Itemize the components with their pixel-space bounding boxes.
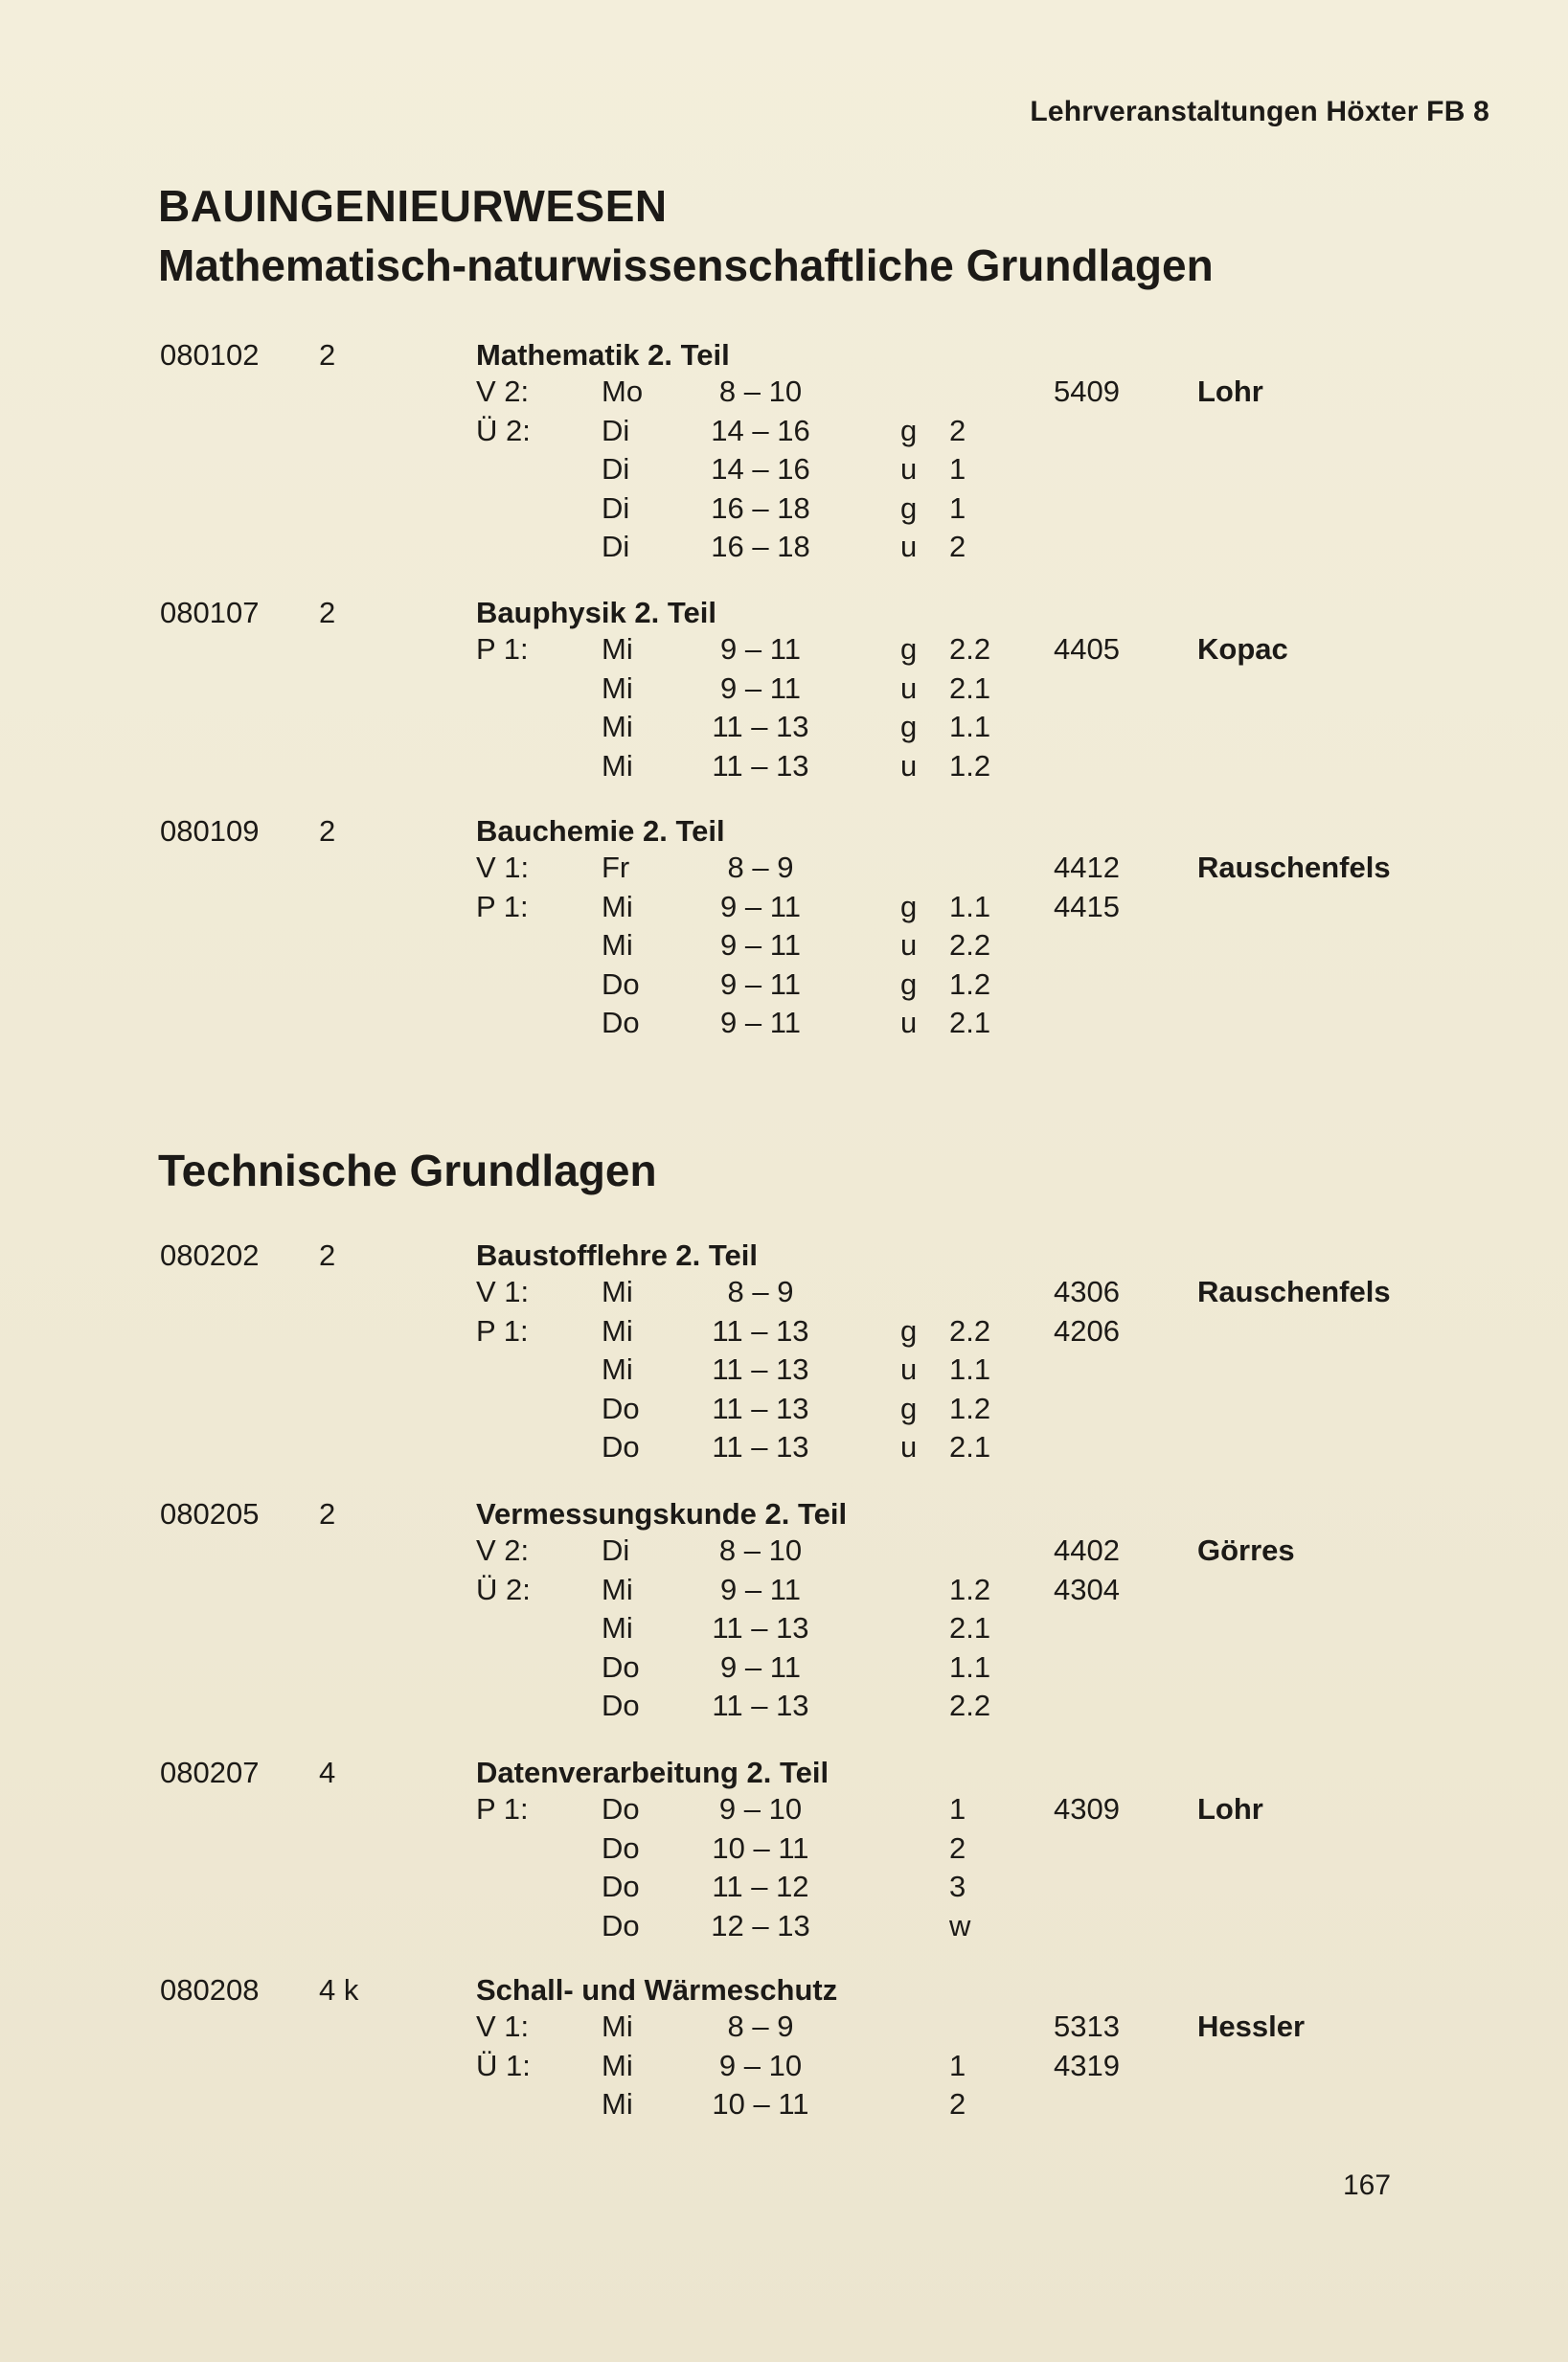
weekday: Fr [602, 851, 630, 884]
section-heading: Mathematisch-naturwissenschaftliche Grundlagen [158, 240, 1214, 290]
subgroup: 2.1 [949, 1006, 991, 1039]
course-credits: 2 [319, 1238, 336, 1272]
time-slot: 8 – 9 [727, 1275, 794, 1308]
room-number: 4309 [1054, 1792, 1120, 1826]
weekday: Mi [602, 889, 633, 923]
time-slot: 9 – 11 [720, 1649, 801, 1684]
schedule-row [0, 1792, 1568, 1830]
time-slot: 11 – 13 [712, 710, 809, 743]
weekday: Mi [602, 1352, 633, 1386]
session-type: Ü 2: [476, 413, 531, 447]
group-code: g [900, 632, 918, 666]
subgroup: 2.1 [949, 1430, 991, 1464]
session-type: P 1: [476, 889, 529, 923]
group-code: g [900, 889, 918, 923]
course-number: 080208 [160, 1973, 260, 2007]
subgroup: 3 [949, 1870, 966, 1903]
schedule-row [0, 632, 1568, 670]
course-number: 080202 [160, 1238, 260, 1272]
schedule-row [0, 2049, 1568, 2087]
course-credits: 2 [319, 1497, 336, 1531]
lecturer: Rauschenfels [1197, 1275, 1391, 1308]
subgroup: 2.2 [949, 632, 991, 666]
time-slot: 14 – 16 [711, 413, 810, 447]
subgroup: w [949, 1908, 971, 1942]
group-code: g [900, 1313, 918, 1348]
time-slot: 8 – 10 [718, 375, 803, 408]
schedule-row [0, 1650, 1568, 1689]
weekday: Mi [602, 1572, 633, 1606]
time-slot: 9 – 11 [720, 1006, 801, 1039]
weekday: Mo [602, 375, 644, 408]
time-slot: 16 – 18 [711, 490, 810, 525]
subgroup: 2.1 [949, 1611, 991, 1645]
weekday: Mi [602, 1611, 633, 1645]
room-number: 4412 [1054, 851, 1120, 884]
weekday: Mi [602, 2087, 633, 2121]
time-slot: 14 – 16 [711, 452, 810, 486]
schedule-row [0, 1533, 1568, 1572]
schedule-row [0, 414, 1568, 452]
weekday: Do [602, 1649, 640, 1684]
session-type: V 1: [476, 1275, 530, 1308]
schedule-row [0, 1573, 1568, 1611]
room-number: 4319 [1054, 2048, 1120, 2082]
schedule-row [0, 1689, 1568, 1727]
room-number: 5313 [1054, 2010, 1120, 2043]
weekday: Do [602, 1830, 640, 1865]
course-title: Schall- und Wärmeschutz [476, 1973, 838, 2007]
section-heading: Technische Grundlagen [158, 1146, 657, 1195]
schedule-row [0, 671, 1568, 710]
time-slot: 8 – 9 [727, 851, 794, 884]
session-type: P 1: [476, 1313, 529, 1348]
weekday: Mi [602, 2010, 633, 2043]
subgroup: 1.1 [949, 710, 991, 743]
weekday: Di [602, 413, 630, 447]
schedule-row [0, 710, 1568, 748]
room-number: 4304 [1054, 1572, 1120, 1606]
schedule-row [0, 1831, 1568, 1870]
schedule-row [0, 928, 1568, 966]
group-code: u [900, 452, 918, 486]
course-title: Vermessungskunde 2. Teil [476, 1497, 848, 1531]
time-slot: 11 – 13 [712, 1611, 809, 1645]
weekday: Do [602, 1391, 640, 1425]
course-number: 080207 [160, 1756, 260, 1789]
time-slot: 9 – 11 [720, 928, 801, 962]
session-type: V 1: [476, 851, 530, 884]
course-title: Bauphysik 2. Teil [476, 596, 716, 629]
weekday: Mi [602, 1275, 633, 1308]
group-code: u [900, 530, 918, 563]
group-code: g [900, 710, 918, 743]
schedule-row [0, 1392, 1568, 1430]
subgroup: 2.2 [949, 1313, 991, 1348]
weekday: Mi [602, 632, 633, 666]
subgroup: 1.2 [949, 1391, 991, 1425]
subgroup: 1.2 [949, 1572, 991, 1606]
schedule-row [0, 375, 1568, 413]
lecturer: Lohr [1197, 1792, 1263, 1826]
room-number: 4206 [1054, 1313, 1120, 1348]
time-slot: 9 – 11 [720, 1572, 801, 1606]
subgroup: 1 [949, 2048, 966, 2082]
schedule-row [0, 452, 1568, 490]
weekday: Do [602, 1908, 640, 1942]
time-slot: 8 – 9 [727, 2010, 794, 2043]
schedule-row [0, 1314, 1568, 1352]
subgroup: 2.2 [949, 928, 991, 962]
schedule-row [0, 1870, 1568, 1908]
session-type: P 1: [476, 632, 529, 666]
weekday: Mi [602, 710, 633, 743]
time-slot: 11 – 13 [712, 1313, 809, 1348]
subgroup: 1.1 [949, 889, 991, 923]
weekday: Mi [602, 928, 633, 962]
subgroup: 1 [949, 490, 966, 525]
group-code: u [900, 748, 918, 783]
schedule-row [0, 890, 1568, 928]
weekday: Do [602, 1430, 640, 1464]
weekday: Mi [602, 1313, 633, 1348]
course-number: 080102 [160, 338, 260, 372]
lecturer: Hessler [1197, 2010, 1306, 2043]
time-slot: 9 – 11 [720, 632, 801, 666]
session-type: P 1: [476, 1792, 529, 1826]
subgroup: 1 [949, 1792, 966, 1826]
schedule-row [0, 967, 1568, 1006]
time-slot: 11 – 13 [712, 1430, 809, 1464]
time-slot: 9 – 11 [720, 889, 801, 923]
group-code: g [900, 413, 918, 447]
time-slot: 8 – 10 [718, 1533, 803, 1567]
course-title: Baustofflehre 2. Teil [476, 1238, 758, 1272]
schedule-row [0, 1430, 1568, 1468]
schedule-row [0, 851, 1568, 889]
schedule-row [0, 2010, 1568, 2048]
course-number: 080205 [160, 1497, 260, 1531]
subgroup: 2 [949, 1830, 966, 1865]
session-type: Ü 2: [476, 1572, 531, 1606]
time-slot: 10 – 11 [712, 1830, 809, 1865]
schedule-row [0, 1006, 1568, 1044]
subgroup: 1 [949, 452, 966, 486]
group-code: u [900, 1352, 918, 1386]
subgroup: 1.1 [949, 1649, 991, 1684]
subgroup: 1.2 [949, 748, 991, 783]
weekday: Di [602, 530, 630, 563]
schedule-row [0, 491, 1568, 530]
lecturer: Kopac [1197, 632, 1288, 666]
group-code: u [900, 1006, 918, 1039]
lecturer: Lohr [1197, 375, 1263, 408]
group-code: u [900, 928, 918, 962]
room-number: 4402 [1054, 1533, 1120, 1567]
time-slot: 12 – 13 [711, 1908, 810, 1942]
weekday: Di [602, 1533, 630, 1567]
subgroup: 1.1 [949, 1352, 991, 1386]
schedule-row [0, 1611, 1568, 1649]
room-number: 5409 [1054, 375, 1120, 408]
group-code: u [900, 670, 918, 705]
course-title: Datenverarbeitung 2. Teil [476, 1756, 829, 1789]
weekday: Mi [602, 2048, 633, 2082]
time-slot: 11 – 13 [712, 1689, 809, 1722]
schedule-row [0, 1909, 1568, 1947]
schedule-row [0, 1352, 1568, 1391]
session-type: Ü 1: [476, 2048, 531, 2082]
time-slot: 11 – 12 [712, 1870, 809, 1903]
lecturer: Rauschenfels [1197, 851, 1391, 884]
course-number: 080107 [160, 596, 260, 629]
schedule-row [0, 2087, 1568, 2125]
group-code: g [900, 966, 918, 1001]
course-credits: 2 [319, 338, 336, 372]
room-number: 4415 [1054, 889, 1120, 923]
subgroup: 2 [949, 2087, 966, 2121]
time-slot: 9 – 10 [718, 2048, 803, 2082]
page-title: BAUINGENIEURWESEN [158, 181, 668, 231]
course-title: Bauchemie 2. Teil [476, 814, 725, 848]
group-code: u [900, 1430, 918, 1464]
running-head: Lehrveranstaltungen Höxter FB 8 [1030, 96, 1489, 127]
room-number: 4306 [1054, 1275, 1120, 1308]
time-slot: 11 – 13 [712, 1391, 809, 1425]
course-credits: 4 [319, 1756, 336, 1789]
time-slot: 9 – 11 [720, 670, 801, 705]
weekday: Do [602, 1870, 640, 1903]
lecturer: Görres [1197, 1533, 1295, 1567]
schedule-row [0, 530, 1568, 568]
course-number: 080109 [160, 814, 260, 848]
room-number: 4405 [1054, 632, 1120, 666]
weekday: Mi [602, 670, 633, 705]
session-type: V 1: [476, 2010, 530, 2043]
course-credits: 2 [319, 596, 336, 629]
time-slot: 9 – 11 [720, 966, 801, 1001]
course-title: Mathematik 2. Teil [476, 338, 730, 372]
page-number: 167 [1343, 2169, 1392, 2201]
session-type: V 2: [476, 375, 530, 408]
time-slot: 9 – 10 [718, 1792, 803, 1826]
weekday: Di [602, 490, 630, 525]
time-slot: 11 – 13 [712, 748, 809, 783]
subgroup: 2 [949, 530, 966, 563]
time-slot: 10 – 11 [712, 2087, 809, 2121]
subgroup: 2.2 [949, 1689, 991, 1722]
subgroup: 2 [949, 413, 966, 447]
group-code: g [900, 490, 918, 525]
schedule-row [0, 1275, 1568, 1313]
schedule-row [0, 749, 1568, 787]
time-slot: 11 – 13 [712, 1352, 809, 1386]
weekday: Do [602, 1792, 640, 1826]
weekday: Mi [602, 748, 633, 783]
weekday: Do [602, 966, 640, 1001]
course-credits: 4 k [319, 1973, 359, 2007]
subgroup: 2.1 [949, 670, 991, 705]
weekday: Do [602, 1006, 640, 1039]
weekday: Do [602, 1689, 640, 1722]
group-code: g [900, 1391, 918, 1425]
weekday: Di [602, 452, 630, 486]
course-credits: 2 [319, 814, 336, 848]
session-type: V 2: [476, 1533, 530, 1567]
time-slot: 16 – 18 [711, 530, 810, 563]
subgroup: 1.2 [949, 966, 991, 1001]
